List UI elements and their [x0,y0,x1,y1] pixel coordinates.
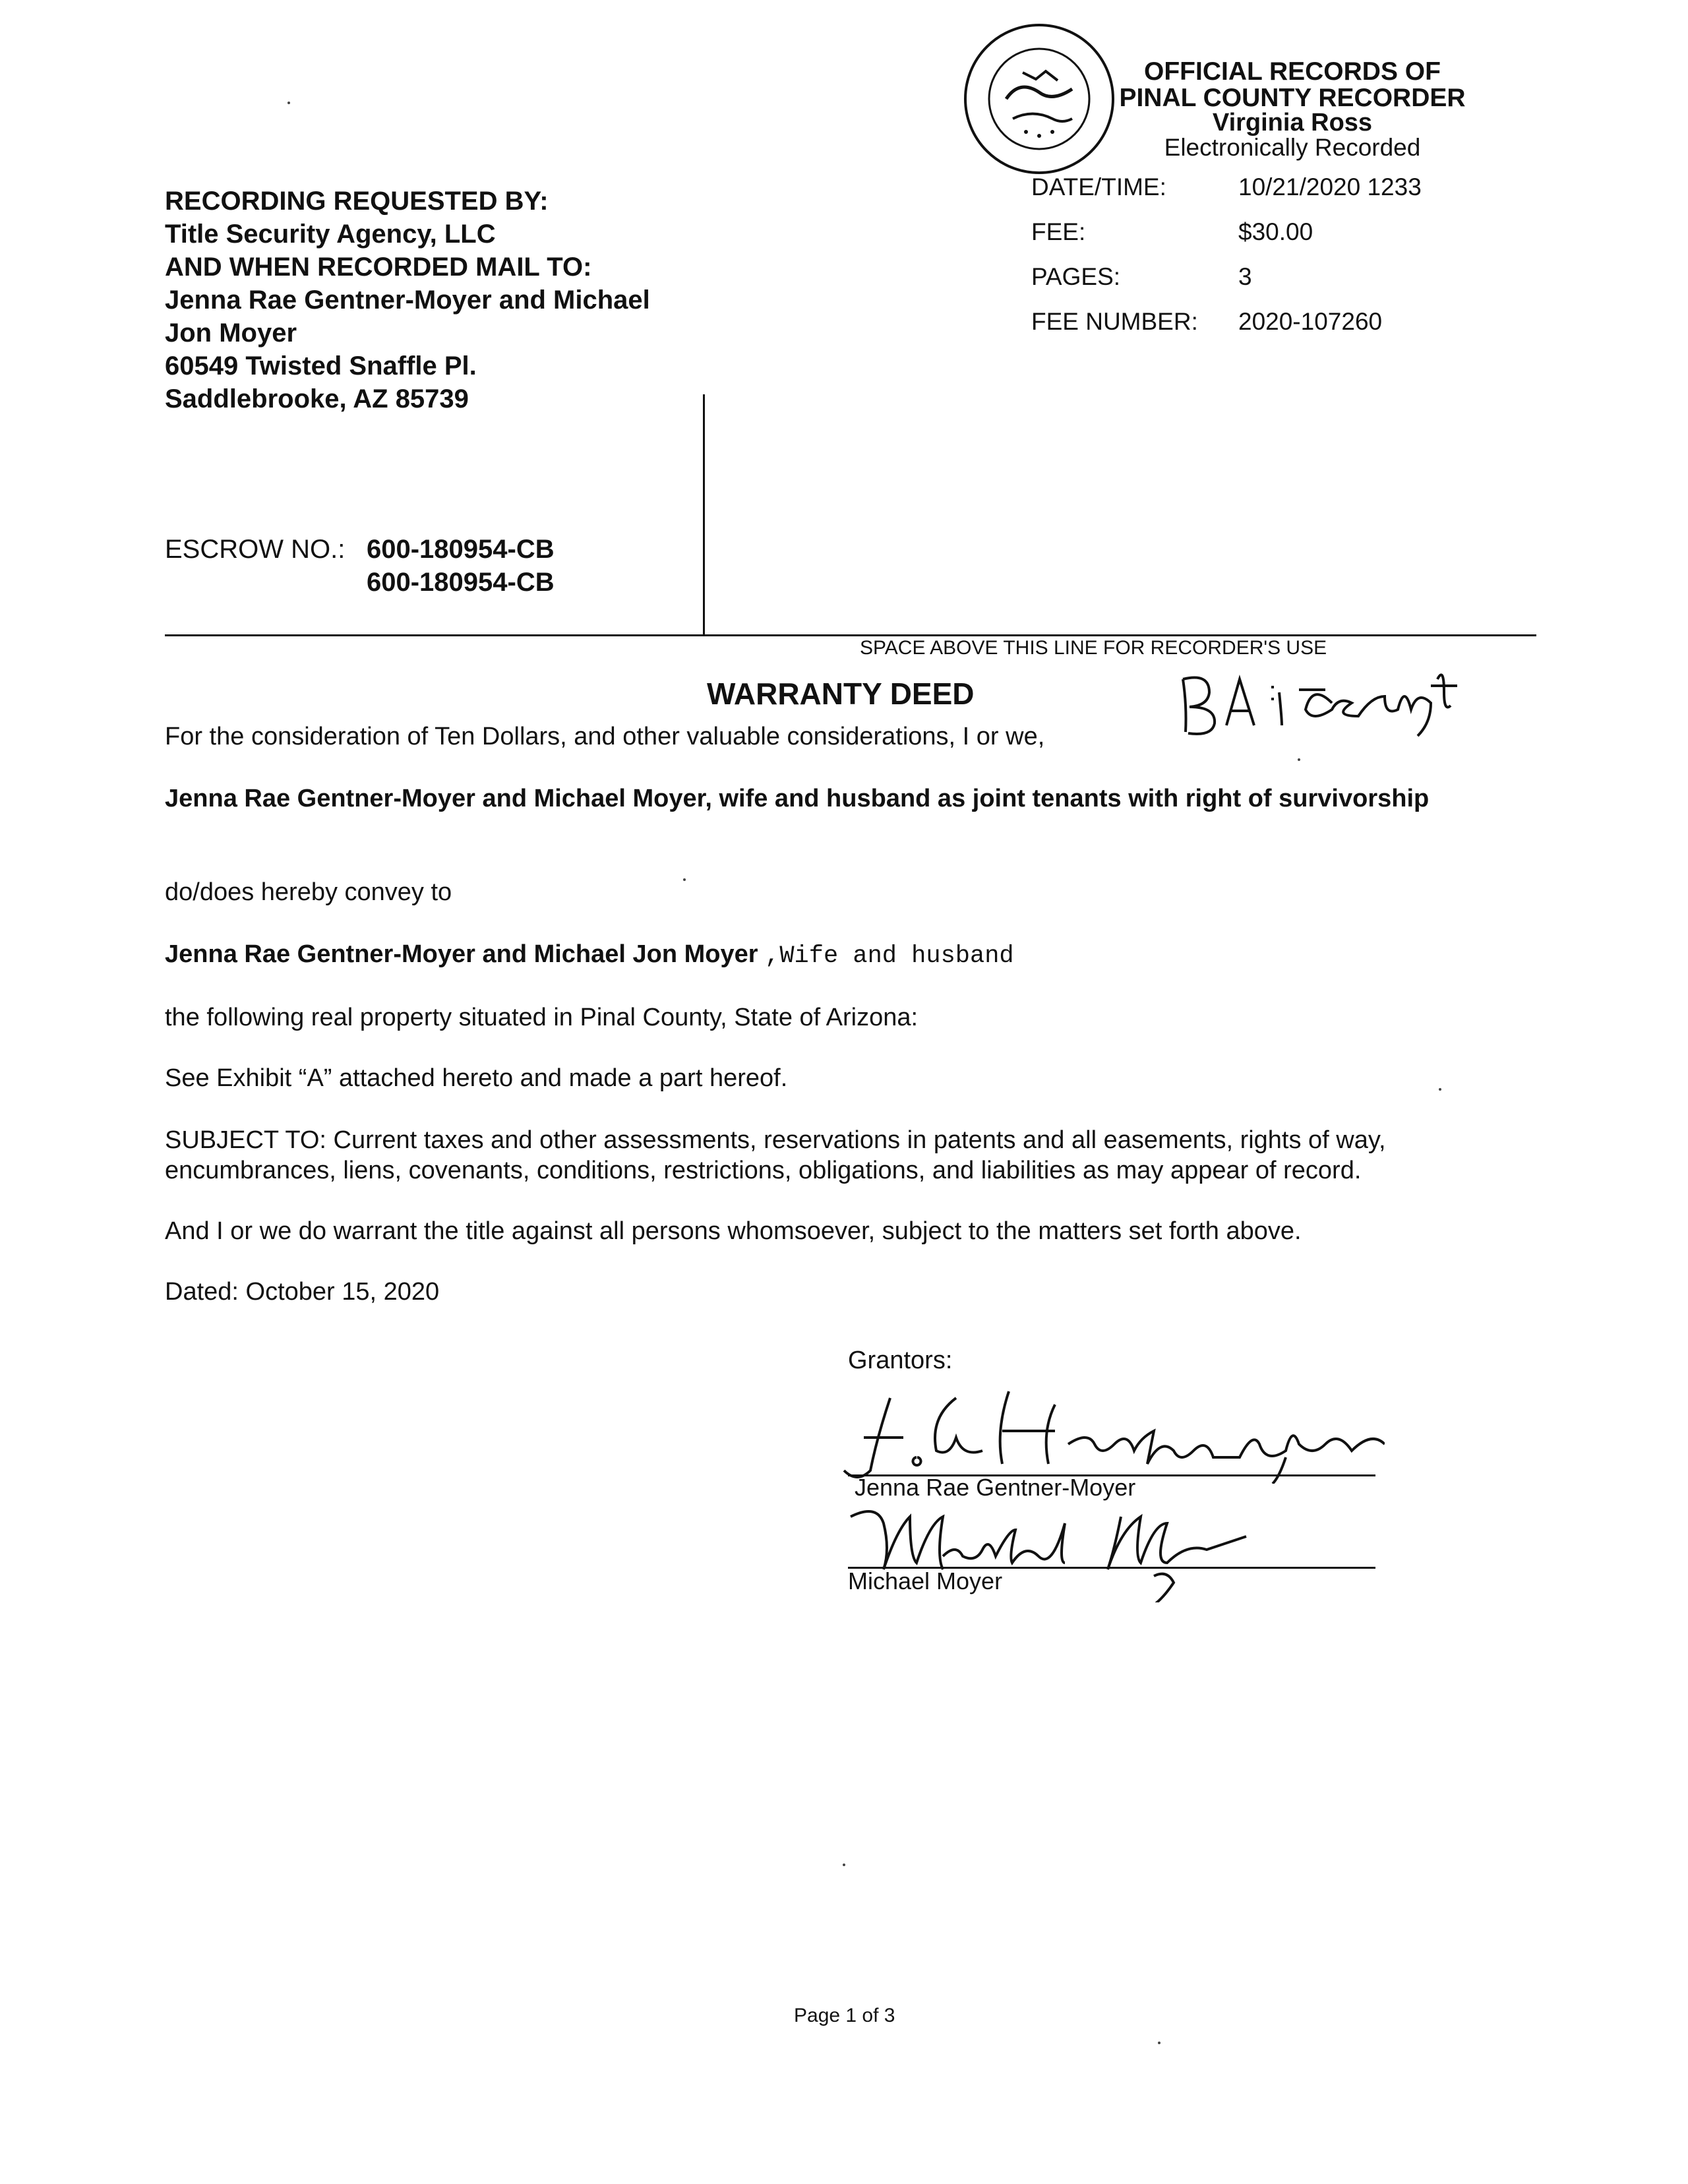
date-time-label: DATE/TIME: [1031,173,1166,200]
convey-text: do/does hereby convey to [165,878,452,906]
signature-1-icon [837,1385,1385,1484]
grantees-relationship: ,Wife and husband [765,942,1014,970]
warrant-text: And I or we do warrant the title against all persons whomsoever, subject to the matters set forth above. [165,1217,1302,1245]
exhibit-text: See Exhibit “A” attached hereto and made a part hereof. [165,1064,788,1092]
scan-speck [1439,1088,1441,1091]
grantees-names: Jenna Rae Gentner-Moyer and Michael Jon Moyer [165,940,766,968]
property-text: the following real property situated in Pinal County, State of Arizona: [165,1004,919,1031]
escrow-number-1: 600-180954-CB [367,535,555,564]
mail-to-name-2: Jon Moyer [165,318,297,348]
recording-block [165,185,692,415]
consideration-text: For the consideration of Ten Dollars, and other valuable considerations, I or we, [165,723,1045,750]
grantees-line [165,939,1543,971]
scan-speck [843,1864,845,1866]
divider-vertical [703,394,705,634]
mail-to-address-2: Saddlebrooke, AZ 85739 [165,384,469,413]
recorder-title: OFFICIAL RECORDS OF [1144,57,1441,86]
escrow-label: ESCROW NO.: [165,535,346,564]
signer-2-name: Michael Moyer [848,1567,1003,1594]
deed-title: WARRANTY DEED [707,677,975,711]
escrow-number-2: 600-180954-CB [367,568,555,597]
scan-speck [1298,758,1300,761]
recorder-use-line [165,634,1536,636]
requested-by-value: Title Security Agency, LLC [165,220,496,249]
dated-text: Dated: October 15, 2020 [165,1278,440,1306]
fee-number-label: FEE NUMBER: [1031,308,1198,335]
pages-value: 3 [1238,263,1252,290]
page-number: Page 1 of 3 [794,2005,895,2026]
date-time-value: 10/21/2020 1233 [1238,173,1422,200]
recorder-name: Virginia Ross [1212,109,1373,136]
fee-label: FEE: [1031,218,1086,245]
fee-value: $30.00 [1238,218,1313,245]
mail-to-name-1: Jenna Rae Gentner-Moyer and Michael [165,286,650,315]
pages-label: PAGES: [1031,263,1121,290]
grantors-parties: Jenna Rae Gentner-Moyer and Michael Moyer, wife and husband as joint tenants with right of survivorship [165,785,1430,812]
scan-speck [287,102,290,104]
signer-1-name: Jenna Rae Gentner-Moyer [855,1474,1136,1501]
recorder-method: Electronically Recorded [1164,134,1421,161]
subject-to-text: SUBJECT TO: Current taxes and other assessments, reservations in patents and all easements, rights of way, encumbrances, liens, covenants, conditions, restrictions, obligations, and liabilities as may appear of record. [165,1126,1386,1184]
scan-speck [683,878,686,881]
mail-to-label: AND WHEN RECORDED MAIL TO: [165,253,592,282]
mail-to-address-1: 60549 Twisted Snaffle Pl. [165,351,477,380]
grantors-label: Grantors: [848,1347,953,1374]
recorder-office: PINAL COUNTY RECORDER [1119,84,1466,112]
fee-number-value: 2020-107260 [1238,308,1383,335]
recorder-use-note: SPACE ABOVE THIS LINE FOR RECORDER'S USE [860,637,1327,659]
requested-by-label: RECORDING REQUESTED BY: [165,187,549,216]
scan-speck [1158,2042,1160,2044]
